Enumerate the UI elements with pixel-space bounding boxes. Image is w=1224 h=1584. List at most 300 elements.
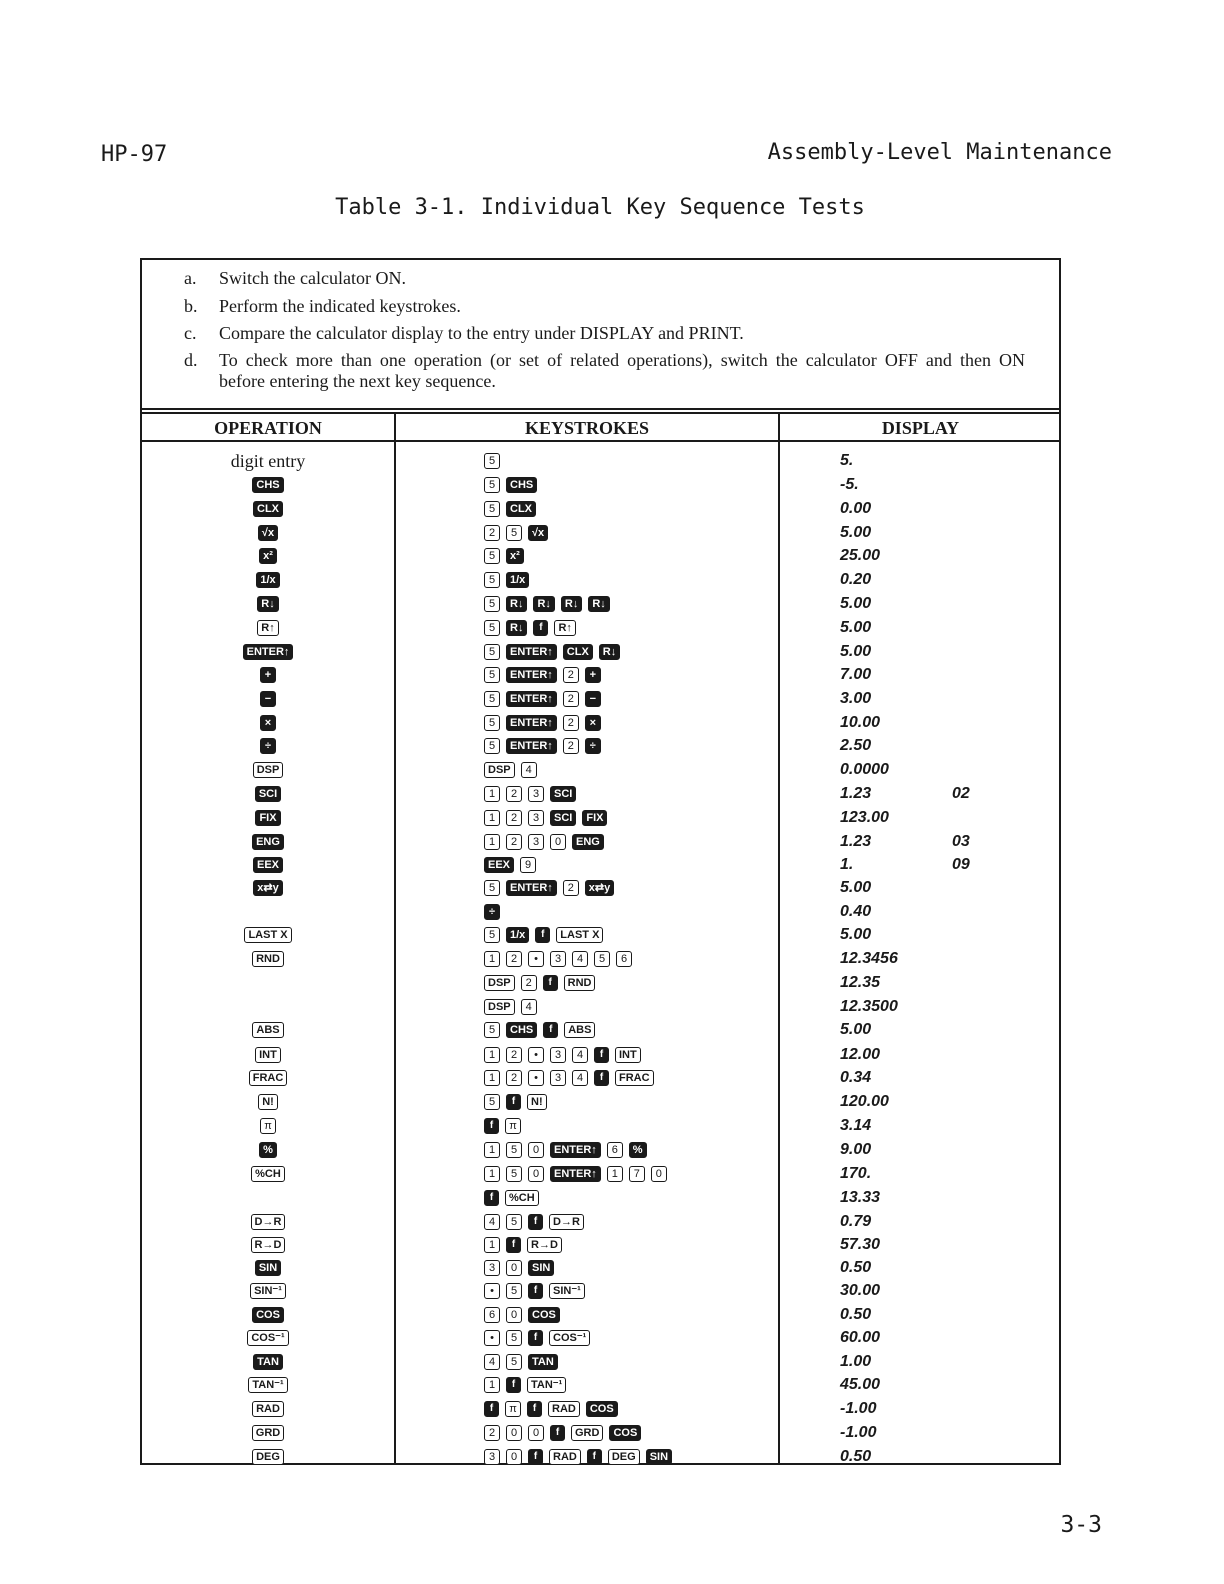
instruction-text: Compare the calculator display to the entry under DISPLAY and PRINT.	[219, 323, 744, 343]
table-row	[142, 853, 1059, 877]
instruction-text: Switch the calculator ON.	[219, 268, 406, 288]
operation-cell	[142, 663, 394, 687]
key-cap: ENTER↑	[243, 644, 294, 660]
key-cap: 3	[550, 1070, 566, 1086]
key-cap: 3	[484, 1449, 500, 1465]
double-rule-bottom	[142, 412, 1059, 414]
key-cap: ENTER↑	[506, 644, 557, 660]
table-title: Table 3-1. Individual Key Sequence Tests	[335, 195, 865, 220]
key-cap: ENTER↑	[506, 667, 557, 683]
keystrokes-cell	[484, 473, 537, 497]
display-value: 0.34	[840, 1069, 872, 1086]
operation-cell	[142, 806, 394, 830]
key-cap: 5	[484, 596, 500, 612]
key-cap: 1	[484, 1047, 500, 1063]
keystrokes-cell	[484, 876, 614, 900]
key-cap: DEG	[252, 1449, 284, 1465]
operation-cell	[142, 1303, 394, 1327]
operation-cell	[142, 1233, 394, 1257]
table-row	[142, 876, 1059, 900]
key-cap: ENTER↑	[506, 691, 557, 707]
table-row	[142, 947, 1059, 971]
key-cap: LAST X	[244, 927, 291, 943]
key-cap: x⇄y	[585, 880, 614, 896]
display-value: 57.30	[840, 1236, 881, 1253]
display-value: 5.00	[840, 595, 872, 612]
key-cap: 2	[506, 951, 522, 967]
keystrokes-cell	[484, 1114, 521, 1138]
operation-cell	[142, 1326, 394, 1350]
operation-cell	[142, 853, 394, 877]
display-value: 5.00	[840, 643, 872, 660]
keystrokes-cell	[484, 568, 529, 592]
key-cap: %CH	[505, 1190, 539, 1206]
display-value: 0.50	[840, 1306, 872, 1323]
operation-cell	[142, 544, 394, 568]
key-cap: 5	[506, 1330, 522, 1346]
key-cap: R↓	[506, 620, 527, 636]
operation-cell	[142, 1162, 394, 1186]
key-cap: 3	[484, 1260, 500, 1276]
key-cap: R↑	[257, 620, 278, 636]
keystrokes-cell	[484, 971, 595, 995]
table-row	[142, 806, 1059, 830]
key-cap: f	[527, 1401, 542, 1417]
key-cap: f	[594, 1070, 609, 1086]
key-cap: 4	[484, 1214, 500, 1230]
table-row	[142, 1326, 1059, 1350]
table-row	[142, 663, 1059, 687]
table-row	[142, 1373, 1059, 1397]
key-cap: 5	[506, 525, 522, 541]
key-cap: 5	[484, 691, 500, 707]
display-value: 25.00	[840, 547, 881, 564]
key-cap: 9	[520, 857, 536, 873]
key-cap: •	[484, 1330, 500, 1346]
key-cap: f	[484, 1190, 499, 1206]
key-cap: 1	[484, 786, 500, 802]
key-cap: f	[533, 620, 548, 636]
key-cap: 1	[484, 834, 500, 850]
table-row	[142, 1303, 1059, 1327]
key-cap: 5	[506, 1354, 522, 1370]
operation-cell	[142, 1397, 394, 1421]
display-value: 5.00	[840, 524, 872, 541]
display-value: 2.50	[840, 737, 872, 754]
table-row	[142, 1186, 1059, 1210]
key-cap: f	[506, 1237, 521, 1253]
key-cap: COS	[586, 1401, 618, 1417]
operation-cell	[142, 1373, 394, 1397]
table-row	[142, 1397, 1059, 1421]
operation-cell	[142, 1090, 394, 1114]
key-cap: 0	[651, 1166, 667, 1182]
key-cap: 7	[629, 1166, 645, 1182]
key-cap: 5	[594, 951, 610, 967]
table-row	[142, 1350, 1059, 1374]
table-row	[142, 1018, 1059, 1042]
key-cap: CHS	[506, 477, 537, 493]
key-cap: DSP	[484, 975, 515, 991]
key-cap: π	[505, 1118, 521, 1134]
table-row	[142, 449, 1059, 473]
display-value: 170.	[840, 1165, 872, 1182]
key-cap: 2	[484, 1425, 500, 1441]
key-cap: x²	[506, 548, 524, 564]
key-cap: RND	[564, 975, 596, 991]
operation-cell	[142, 473, 394, 497]
keystrokes-cell	[484, 711, 601, 735]
key-cap: CHS	[506, 1022, 537, 1038]
operation-cell	[142, 1138, 394, 1162]
key-cap: %	[259, 1142, 277, 1158]
key-cap: EEX	[484, 857, 514, 873]
display-value: -1.00	[840, 1424, 877, 1441]
display-value: 45.00	[840, 1376, 881, 1393]
key-cap: 0	[506, 1449, 522, 1465]
key-cap: −	[260, 691, 276, 707]
key-cap: ×	[260, 715, 276, 731]
display-value: 5.00	[840, 879, 872, 896]
operation-cell	[142, 782, 394, 806]
keystrokes-cell	[484, 947, 632, 971]
key-cap: 2	[506, 810, 522, 826]
key-cap: %	[629, 1142, 647, 1158]
table-row	[142, 900, 1059, 924]
key-cap: SIN	[528, 1260, 554, 1276]
keystrokes-cell	[484, 734, 601, 758]
operation-cell	[142, 1186, 394, 1210]
key-sequence-table	[140, 258, 1061, 1465]
operation-cell	[142, 521, 394, 545]
manual-model-label: HP-97	[101, 142, 168, 167]
header-rule	[142, 440, 1059, 442]
display-value: 1.23	[840, 785, 872, 802]
key-cap: 4	[572, 1070, 588, 1086]
key-cap: SIN⁻¹	[549, 1283, 585, 1299]
operation-cell	[142, 687, 394, 711]
display-value: 12.35	[840, 974, 881, 991]
key-cap: π	[505, 1401, 521, 1417]
key-cap: 5	[484, 1022, 500, 1038]
key-cap: DSP	[253, 762, 284, 778]
keystrokes-cell	[484, 640, 620, 664]
key-cap: R↓	[588, 596, 609, 612]
key-cap: f	[594, 1047, 609, 1063]
key-cap: 1	[484, 1377, 500, 1393]
key-cap: •	[528, 1047, 544, 1063]
column-header-keystrokes: KEYSTROKES	[524, 418, 650, 438]
display-value: 12.3456	[840, 950, 898, 967]
keystrokes-cell	[484, 1421, 641, 1445]
key-cap: 1/x	[506, 927, 529, 943]
key-cap: R↓	[561, 596, 582, 612]
key-cap: 3	[528, 834, 544, 850]
key-cap: 2	[563, 880, 579, 896]
key-cap: RAD	[252, 1401, 284, 1417]
key-cap: R↓	[506, 596, 527, 612]
key-cap: ENG	[252, 834, 284, 850]
display-value: 13.33	[840, 1189, 881, 1206]
key-cap: 1	[484, 1237, 500, 1253]
operation-cell	[142, 1018, 394, 1042]
key-cap: ENTER↑	[506, 880, 557, 896]
key-cap: SIN	[255, 1260, 281, 1276]
keystrokes-cell	[484, 1326, 590, 1350]
key-cap: ÷	[585, 738, 601, 754]
table-row	[142, 734, 1059, 758]
key-cap: 5	[484, 501, 500, 517]
display-value: 5.00	[840, 926, 872, 943]
keystrokes-cell	[484, 1279, 585, 1303]
key-cap: 5	[484, 572, 500, 588]
key-cap: 1	[484, 951, 500, 967]
keystrokes-cell	[484, 1186, 539, 1210]
instruction-letter: c.	[184, 323, 197, 343]
key-cap: TAN⁻¹	[527, 1377, 566, 1393]
key-cap: 2	[506, 1070, 522, 1086]
key-cap: ENTER↑	[506, 738, 557, 754]
key-cap: 5	[484, 715, 500, 731]
key-cap: ×	[585, 715, 601, 731]
keystrokes-cell	[484, 1210, 584, 1234]
keystrokes-cell	[484, 900, 500, 924]
key-cap: FIX	[255, 810, 280, 826]
key-cap: ABS	[564, 1022, 595, 1038]
key-cap: R↑	[554, 620, 575, 636]
key-cap: f	[528, 1283, 543, 1299]
key-cap: f	[535, 927, 550, 943]
display-exponent: 02	[952, 785, 970, 802]
operation-cell	[142, 923, 394, 947]
table-row	[142, 923, 1059, 947]
key-cap: 1/x	[256, 572, 279, 588]
operation-cell	[142, 947, 394, 971]
display-value: 60.00	[840, 1329, 881, 1346]
key-cap: N!	[527, 1094, 547, 1110]
key-cap: 5	[484, 880, 500, 896]
instruction-letter: b.	[184, 296, 198, 316]
table-row	[142, 782, 1059, 806]
table-row	[142, 1043, 1059, 1067]
key-cap: 3	[528, 786, 544, 802]
keystrokes-cell	[484, 663, 601, 687]
table-row	[142, 1066, 1059, 1090]
key-cap: R→D	[527, 1237, 562, 1253]
key-cap: DSP	[484, 762, 515, 778]
operation-cell	[142, 1256, 394, 1280]
key-cap: •	[528, 1070, 544, 1086]
key-cap: CHS	[252, 477, 283, 493]
key-cap: 5	[484, 1094, 500, 1110]
key-cap: R↓	[257, 596, 278, 612]
table-row	[142, 995, 1059, 1019]
table-row	[142, 568, 1059, 592]
keystrokes-cell	[484, 1043, 641, 1067]
operation-cell	[142, 592, 394, 616]
key-cap: 5	[484, 738, 500, 754]
keystrokes-cell	[484, 544, 524, 568]
key-cap: 2	[563, 667, 579, 683]
operation-cell	[142, 568, 394, 592]
key-cap: D→R	[251, 1214, 286, 1230]
key-cap: 2	[563, 738, 579, 754]
key-cap: 3	[550, 1047, 566, 1063]
key-cap: ENG	[572, 834, 604, 850]
keystrokes-cell	[484, 497, 536, 521]
display-value: 5.00	[840, 619, 872, 636]
key-cap: CLX	[253, 501, 283, 517]
key-cap: √x	[528, 525, 548, 541]
key-cap: SIN⁻¹	[250, 1283, 286, 1299]
table-row	[142, 1210, 1059, 1234]
key-cap: 4	[484, 1354, 500, 1370]
operation-cell	[142, 900, 394, 924]
key-cap: 5	[484, 927, 500, 943]
key-cap: 1	[607, 1166, 623, 1182]
key-cap: f	[543, 1022, 558, 1038]
keystrokes-cell	[484, 758, 537, 782]
table-row	[142, 1445, 1059, 1469]
display-value: 123.00	[840, 809, 889, 826]
key-cap: 1	[484, 810, 500, 826]
display-value: 1.00	[840, 1353, 872, 1370]
key-cap: 1	[484, 1070, 500, 1086]
key-cap: x²	[259, 548, 277, 564]
key-cap: ENTER↑	[550, 1142, 601, 1158]
key-cap: 1	[484, 1166, 500, 1182]
key-cap: 2	[484, 525, 500, 541]
table-row	[142, 1233, 1059, 1257]
display-exponent: 03	[952, 833, 970, 850]
operation-cell	[142, 616, 394, 640]
key-cap: R→D	[251, 1237, 286, 1253]
key-cap: 2	[506, 1047, 522, 1063]
instruction-text: To check more than one operation (or set of related operations), switch the calculator OFF and then ON	[219, 350, 1025, 370]
page-number: 3-3	[1060, 1512, 1102, 1538]
table-row	[142, 971, 1059, 995]
key-cap: •	[484, 1283, 500, 1299]
table-row	[142, 1114, 1059, 1138]
key-cap: 2	[563, 715, 579, 731]
keystrokes-cell	[484, 1066, 654, 1090]
operation-cell	[142, 995, 394, 1019]
key-cap: 2	[563, 691, 579, 707]
operation-cell	[142, 1445, 394, 1469]
key-cap: 4	[572, 1047, 588, 1063]
keystrokes-cell	[484, 1256, 554, 1280]
key-cap: 0	[528, 1166, 544, 1182]
key-cap: 4	[521, 999, 537, 1015]
display-value: 0.00	[840, 500, 872, 517]
key-cap: f	[484, 1118, 499, 1134]
key-cap: 4	[521, 762, 537, 778]
key-cap: SIN	[646, 1449, 672, 1465]
table-row	[142, 1090, 1059, 1114]
key-cap: 5	[484, 620, 500, 636]
key-cap: FRAC	[615, 1070, 654, 1086]
table-row	[142, 497, 1059, 521]
key-cap: N!	[258, 1094, 278, 1110]
table-row	[142, 1256, 1059, 1280]
key-cap: SCI	[550, 786, 576, 802]
keystrokes-cell	[484, 1397, 618, 1421]
display-value: 3.00	[840, 690, 872, 707]
key-cap: 2	[506, 834, 522, 850]
key-cap: 6	[607, 1142, 623, 1158]
display-value: 5.00	[840, 1021, 872, 1038]
display-value: 12.3500	[840, 998, 898, 1015]
key-cap: 0	[506, 1260, 522, 1276]
key-cap: INT	[615, 1047, 641, 1063]
display-value: -5.	[840, 476, 859, 493]
operation-label: digit entry	[230, 450, 306, 471]
operation-cell	[142, 1350, 394, 1374]
display-value: 0.40	[840, 903, 872, 920]
key-cap: 2	[521, 975, 537, 991]
instruction-letter: d.	[184, 350, 198, 370]
table-row	[142, 592, 1059, 616]
operation-cell	[142, 640, 394, 664]
table-row	[142, 1162, 1059, 1186]
key-cap: 5	[484, 548, 500, 564]
key-cap: EEX	[253, 857, 283, 873]
instruction-text: Perform the indicated keystrokes.	[219, 296, 461, 316]
display-value: 120.00	[840, 1093, 889, 1110]
keystrokes-cell	[484, 830, 604, 854]
keystrokes-cell	[484, 1138, 647, 1162]
keystrokes-cell	[484, 687, 601, 711]
key-cap: f	[528, 1214, 543, 1230]
instruction-letter: a.	[184, 268, 197, 288]
table-row	[142, 521, 1059, 545]
key-cap: 3	[550, 951, 566, 967]
key-cap: COS⁻¹	[549, 1330, 590, 1346]
key-cap: 5	[506, 1283, 522, 1299]
key-cap: f	[506, 1094, 521, 1110]
display-value: 1.	[840, 856, 854, 873]
keystrokes-cell	[484, 1162, 667, 1186]
operation-cell	[142, 971, 394, 995]
operation-cell	[142, 1421, 394, 1445]
key-cap: f	[587, 1449, 602, 1465]
table-row	[142, 1138, 1059, 1162]
keystrokes-cell	[484, 1303, 560, 1327]
display-value: 1.23	[840, 833, 872, 850]
key-cap: f	[528, 1449, 543, 1465]
keystrokes-cell	[484, 1445, 672, 1469]
operation-cell	[142, 1043, 394, 1067]
key-cap: ABS	[252, 1022, 283, 1038]
key-cap: f	[506, 1377, 521, 1393]
key-cap: π	[260, 1118, 276, 1134]
key-cap: R↓	[533, 596, 554, 612]
key-cap: −	[585, 691, 601, 707]
table-row	[142, 687, 1059, 711]
table-row	[142, 1421, 1059, 1445]
operation-cell	[142, 449, 394, 473]
key-cap: 1	[484, 1142, 500, 1158]
operation-cell	[142, 1210, 394, 1234]
key-cap: +	[585, 667, 601, 683]
key-cap: 0	[506, 1307, 522, 1323]
key-cap: 1/x	[506, 572, 529, 588]
instructions-block	[142, 260, 1059, 410]
operation-cell	[142, 711, 394, 735]
keystrokes-cell	[484, 1233, 562, 1257]
key-cap: f	[550, 1425, 565, 1441]
key-cap: 5	[484, 477, 500, 493]
